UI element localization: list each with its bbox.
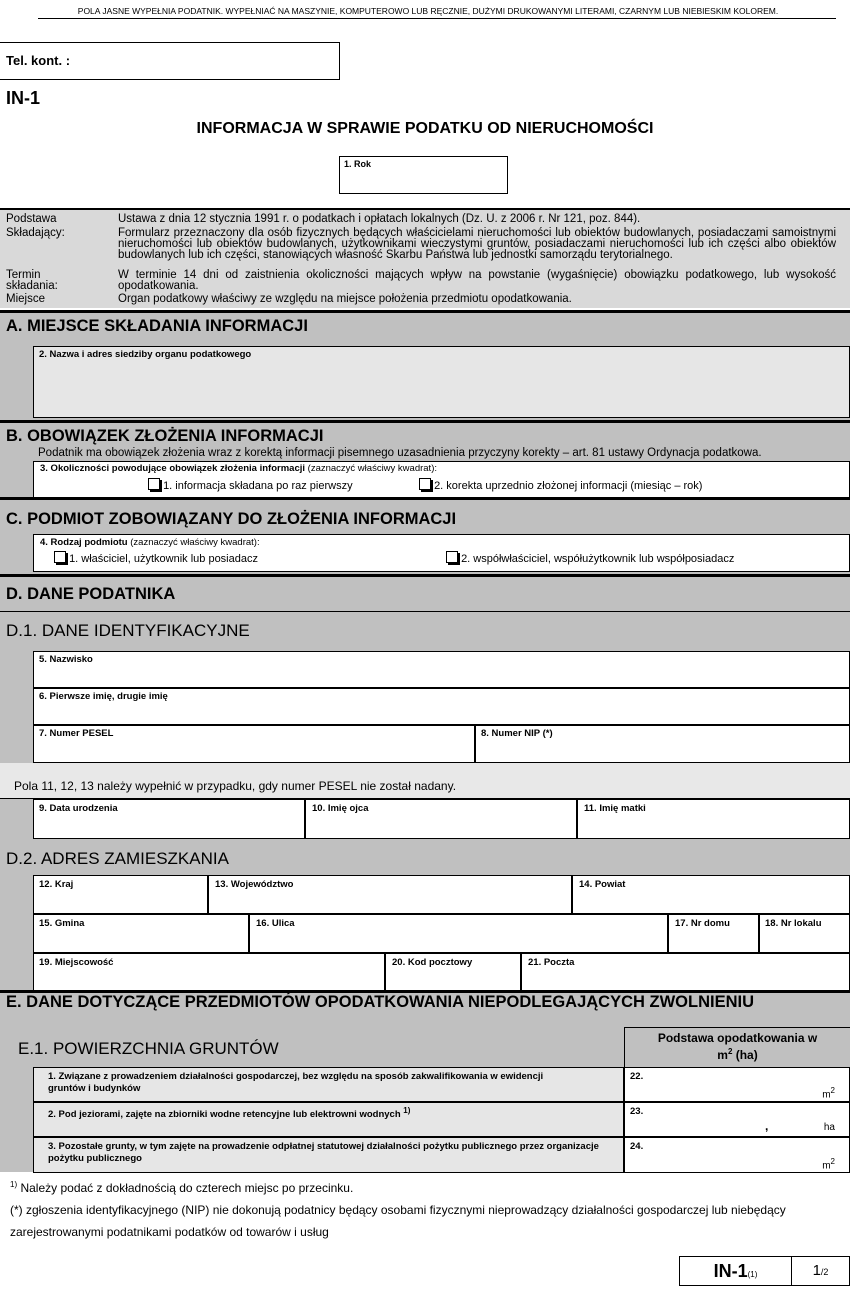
section-e — [0, 990, 850, 1172]
phone-label: Tel. kont. : — [6, 53, 71, 68]
field-18-label: 18. Nr lokalu — [765, 918, 822, 929]
checkbox-icon[interactable] — [148, 478, 160, 490]
pesel-note-row — [0, 763, 850, 799]
field-16-label: 16. Ulica — [256, 918, 295, 929]
field-22-label: 22. — [630, 1071, 644, 1082]
section-b-title: B. OBOWIĄZEK ZŁOŻENIA INFORMACJI — [6, 427, 324, 445]
option-owner[interactable]: 1. właściciel, użytkownik lub posiadacz — [54, 551, 258, 565]
postal-code-field[interactable] — [385, 953, 521, 992]
field-8-label: 8. Numer NIP (*) — [481, 728, 553, 739]
birth-date-field[interactable] — [33, 799, 305, 839]
row-2-label: 2. Pod jeziorami, zajęte na zbiorniki wodne retencyjne lub elektrowni wodnych $^{1)}$ — [48, 1106, 411, 1121]
podstawa-text: Ustawa z dnia 12 stycznia 1991 r. o podatkach i opłatach lokalnych (Dz. U. z 2006 r. Nr 121, poz. 844). — [118, 213, 641, 225]
d2-title: D.2. ADRES ZAMIESZKANIA — [6, 849, 229, 868]
footer-form-id: IN-1(1) — [680, 1257, 792, 1285]
voivodeship-field[interactable] — [208, 875, 572, 914]
row-3-label: 3. Pozostałe grunty, w tym zajęte na prowadzenie odpłatnej statutowej działalności pożytku publicznego przez organizacje pożytku publicznego — [48, 1141, 599, 1164]
commune-field[interactable] — [33, 914, 249, 953]
field-3-box — [33, 461, 850, 499]
land-row-3 — [33, 1137, 624, 1173]
top-instruction: POLA JASNE WYPEŁNIA PODATNIK. WYPEŁNIAĆ NA MASZYNIE, KOMPUTEROWO LUB RĘCZNIE, DUŻYMI DRUKOWANYMI LITERAMI, CZARNYM LUB NIEBIESKIM KOLOREM. — [77, 6, 779, 16]
section-c-title: C. PODMIOT ZOBOWIĄZANY DO ZŁOŻENIA INFORMACJI — [6, 510, 457, 528]
skladajacy-label: Składający: — [6, 227, 65, 239]
country-field[interactable] — [33, 875, 208, 914]
checkbox-icon[interactable] — [54, 551, 66, 563]
footnotes — [10, 1174, 840, 1243]
surname-field[interactable] — [33, 651, 850, 688]
field-7-label: 7. Numer PESEL — [39, 728, 114, 739]
unit-m2: $m^2$ — [822, 1085, 835, 1100]
nip-field[interactable] — [475, 725, 850, 763]
field-6-label: 6. Pierwsze imię, drugie imię — [39, 691, 168, 702]
basis-header: Podstawa opodatkowania w $m^2$ (ha) — [624, 1027, 850, 1067]
row-1-label: 1. Związane z prowadzeniem działalności gospodarczej, bez względu na sposób zakwalifikowania w ewidencji gruntów i budynków — [48, 1071, 544, 1094]
land-row-1 — [33, 1067, 624, 1102]
unit-m2: $m^2$ — [822, 1156, 835, 1171]
field-12-label: 12. Kraj — [39, 879, 74, 890]
field-22[interactable] — [624, 1067, 850, 1102]
termin-text: W terminie 14 dni od zaistnienia okoliczności mających wpływ na powstanie (wygaśnięcie) obowiązku podatkowego, lub wysokość opodatkowania. — [118, 269, 836, 292]
field-15-label: 15. Gmina — [39, 918, 85, 929]
skladajacy-text: Formularz przeznaczony dla osób fizycznych będących właścicielami nieruchomości lub obiektów budowlanych, posiadaczami samoistnymi nieruchomości lub obiektów budowlanych, użytkownikami wieczystymi gruntów, posiadaczami nieruchomości lub ich części albo obiektów budowlanych lub ich części, stanowiących własność Skarbu Państwa lub jednostki samorządu terytorialnego. — [118, 227, 836, 261]
miejsce-text: Organ podatkowy właściwy ze względu na miejsce położenia przedmiotu opodatkowania. — [118, 293, 572, 305]
pesel-field[interactable] — [33, 725, 475, 763]
field-11-label: 11. Imię matki — [584, 803, 646, 814]
checkbox-icon[interactable] — [446, 551, 458, 563]
field-4-label: 4. Rodzaj podmiotu (zaznaczyć właściwy kwadrat): — [40, 537, 260, 548]
option-correction[interactable]: 2. korekta uprzednio złożonej informacji (miesiąc – rok) — [419, 478, 702, 492]
field-24-label: 24. — [630, 1141, 644, 1152]
section-e-title: E. DANE DOTYCZĄCE PRZEDMIOTÓW OPODATKOWANIA NIEPODLEGAJĄCYCH ZWOLNIENIU — [6, 993, 755, 1011]
field-4-box — [33, 534, 850, 572]
section-d — [0, 574, 850, 990]
section-b — [0, 420, 850, 497]
house-no-field[interactable] — [668, 914, 759, 953]
checkbox-icon[interactable] — [419, 478, 431, 490]
pesel-note: Pola 11, 12, 13 należy wypełnić w przypadku, gdy numer PESEL nie został nadany. — [14, 779, 457, 793]
form-id: IN-1 — [6, 88, 41, 108]
year-field[interactable] — [339, 156, 508, 194]
decimal-comma: , — [765, 1119, 769, 1133]
footnote-1: $^{1)}$ Należy podać z dokładnością do czterech miejsc po przecinku. — [10, 1180, 354, 1195]
field-3-label: 3. Okoliczności powodujące obowiązek złożenia informacji (zaznaczyć właściwy kwadrat): — [40, 463, 437, 474]
field-24[interactable] — [624, 1137, 850, 1173]
field-14-label: 14. Powiat — [579, 879, 626, 890]
field-19-label: 19. Miejscowość — [39, 957, 114, 968]
e1-title: E.1. POWIERZCHNIA GRUNTÓW — [18, 1039, 279, 1058]
page-number: 1/2 — [812, 1262, 829, 1279]
field-21-label: 21. Poczta — [528, 957, 575, 968]
field-2-label: 2. Nazwa i adres siedziby organu podatkowego — [39, 349, 252, 360]
land-row-2 — [33, 1102, 624, 1137]
field-17-label: 17. Nr domu — [675, 918, 730, 929]
option-co-owner[interactable]: 2. współwłaściciel, współużytkownik lub współposiadacz — [446, 551, 734, 565]
section-a-title: A. MIEJSCE SKŁADANIA INFORMACJI — [6, 317, 308, 335]
info-block — [0, 208, 850, 308]
post-office-field[interactable] — [521, 953, 850, 992]
d1-title: D.1. DANE IDENTYFIKACYJNE — [6, 621, 250, 640]
unit-ha: ha — [823, 1122, 835, 1133]
field-10-label: 10. Imię ojca — [312, 803, 369, 814]
section-b-note: Podatnik ma obowiązek złożenia wraz z korektą informacji pisemnego uzasadnienia przyczyny korekty – art. 81 ustawy Ordynacja podatkowa. — [38, 447, 762, 459]
phone-field[interactable] — [0, 42, 340, 80]
footnote-nip: (*) zgłoszenia identyfikacyjnego (NIP) nie dokonują podatnicy będący osobami fizycznymi nieprowadzący działalności gospodarczej lub niebędący zarejestrowanymi podatnikami podatków od towarów i usług — [10, 1203, 786, 1239]
field-23-label: 23. — [630, 1106, 644, 1117]
district-field[interactable] — [572, 875, 850, 914]
miejsce-label: Miejsce — [6, 293, 45, 305]
section-d-title: D. DANE PODATNIKA — [6, 585, 176, 603]
tax-office-field[interactable] — [33, 346, 850, 418]
page-footer-box — [679, 1256, 850, 1286]
termin-label: Termin składania: — [6, 269, 58, 292]
option-first-time[interactable]: 1. informacja składana po raz pierwszy — [148, 478, 353, 492]
field-9-label: 9. Data urodzenia — [39, 803, 118, 814]
top-rule — [38, 18, 836, 19]
form-title: INFORMACJA W SPRAWIE PODATKU OD NIERUCHOMOŚCI — [196, 120, 654, 137]
section-c — [0, 497, 850, 574]
field-23[interactable] — [624, 1102, 850, 1137]
street-field[interactable] — [249, 914, 668, 953]
field-20-label: 20. Kod pocztowy — [392, 957, 473, 968]
locality-field[interactable] — [33, 953, 385, 992]
father-name-field[interactable] — [305, 799, 577, 839]
divider — [0, 611, 850, 612]
podstawa-label: Podstawa — [6, 213, 57, 225]
year-label: 1. Rok — [344, 159, 372, 169]
mother-name-field[interactable] — [577, 799, 850, 839]
field-13-label: 13. Województwo — [215, 879, 294, 890]
apartment-no-field[interactable] — [759, 914, 850, 953]
section-a — [0, 310, 850, 420]
first-names-field[interactable] — [33, 688, 850, 725]
field-5-label: 5. Nazwisko — [39, 654, 93, 665]
